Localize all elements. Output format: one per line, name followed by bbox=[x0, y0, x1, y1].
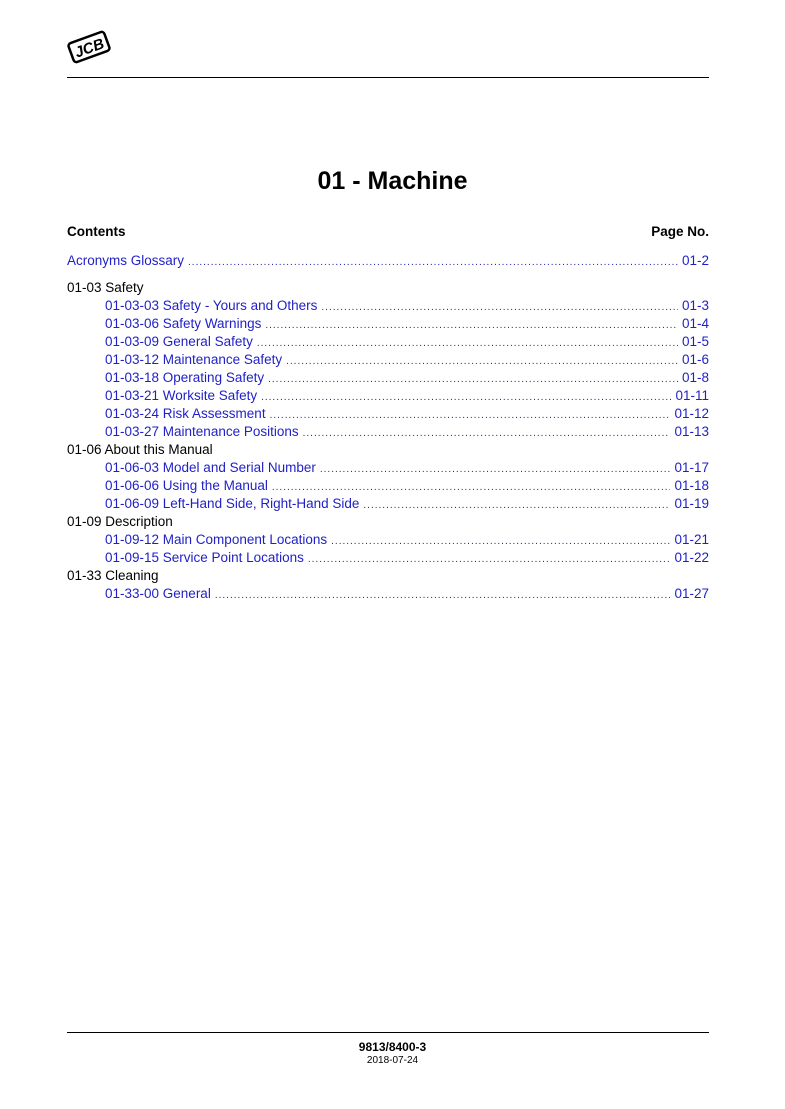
toc-entry-page: 01-3 bbox=[681, 298, 709, 313]
leader-dots bbox=[257, 333, 678, 353]
toc-entry[interactable] bbox=[67, 369, 709, 387]
leader-dots bbox=[331, 531, 670, 551]
toc-entry-page: 01-12 bbox=[674, 406, 709, 421]
toc-entry-label: 01-03-03 Safety - Yours and Others bbox=[105, 298, 318, 313]
section-label: 01-09 Description bbox=[67, 514, 173, 529]
section-label: 01-06 About this Manual bbox=[67, 442, 213, 457]
toc-section-heading bbox=[67, 441, 709, 459]
toc-entry[interactable] bbox=[67, 351, 709, 369]
toc-section-heading bbox=[67, 513, 709, 531]
leader-dots bbox=[320, 459, 671, 479]
toc-entry-page: 01-17 bbox=[674, 460, 709, 475]
toc-entry-label: 01-03-12 Maintenance Safety bbox=[105, 352, 283, 367]
toc-entry-page: 01-27 bbox=[674, 586, 709, 601]
jcb-logo bbox=[67, 28, 111, 66]
leader-dots bbox=[363, 495, 670, 515]
toc-entry-label: 01-03-27 Maintenance Positions bbox=[105, 424, 299, 439]
toc-entry-page: 01-19 bbox=[674, 496, 709, 511]
table-of-contents bbox=[67, 252, 709, 603]
leader-dots bbox=[188, 252, 678, 272]
document-date: 2018-07-24 bbox=[366, 1055, 419, 1066]
toc-entry-label: 01-09-12 Main Component Locations bbox=[105, 532, 328, 547]
toc-entry-label: 01-03-09 General Safety bbox=[105, 334, 253, 349]
toc-section-heading bbox=[67, 567, 709, 585]
leader-dots bbox=[286, 351, 678, 371]
toc-entry-label: 01-06-09 Left-Hand Side, Right-Hand Side bbox=[105, 496, 360, 511]
toc-entry-page: 01-13 bbox=[674, 424, 709, 439]
toc-entry-page: 01-22 bbox=[674, 550, 709, 565]
toc-entry-page: 01-8 bbox=[681, 370, 709, 385]
leader-dots bbox=[308, 549, 671, 569]
leader-dots bbox=[272, 477, 671, 497]
page-no-heading: Page No. bbox=[651, 224, 709, 239]
toc-entry[interactable] bbox=[67, 333, 709, 351]
toc-entry-page: 01-4 bbox=[681, 316, 709, 331]
toc-entry-label: 01-03-24 Risk Assessment bbox=[105, 406, 266, 421]
toc-entry-page: 01-2 bbox=[681, 253, 709, 268]
toc-entry-label: Acronyms Glossary bbox=[67, 253, 185, 268]
toc-entry[interactable] bbox=[67, 315, 709, 333]
toc-entry[interactable] bbox=[67, 405, 709, 423]
header-rule bbox=[67, 77, 709, 78]
leader-dots bbox=[321, 297, 678, 317]
toc-entry[interactable] bbox=[67, 585, 709, 603]
footer-rule bbox=[67, 1032, 709, 1033]
toc-section-heading bbox=[67, 279, 709, 297]
leader-dots bbox=[265, 315, 678, 335]
toc-entry-label: 01-33-00 General bbox=[105, 586, 211, 601]
leader-dots bbox=[261, 387, 671, 407]
toc-entry[interactable] bbox=[67, 459, 709, 477]
section-label: 01-03 Safety bbox=[67, 280, 144, 295]
toc-entry-label: 01-03-18 Operating Safety bbox=[105, 370, 265, 385]
toc-entry[interactable] bbox=[67, 297, 709, 315]
toc-entry-page: 01-5 bbox=[681, 334, 709, 349]
leader-dots bbox=[215, 585, 671, 605]
toc-entry-label: 01-03-06 Safety Warnings bbox=[105, 316, 262, 331]
logo-text: JCB bbox=[72, 35, 107, 62]
toc-entry-page: 01-18 bbox=[674, 478, 709, 493]
toc-entry-page: 01-6 bbox=[681, 352, 709, 367]
toc-entry-label: 01-03-21 Worksite Safety bbox=[105, 388, 258, 403]
section-label: 01-33 Cleaning bbox=[67, 568, 159, 583]
leader-dots bbox=[303, 423, 671, 443]
toc-entry[interactable] bbox=[67, 549, 709, 567]
leader-dots bbox=[270, 405, 671, 425]
toc-entry[interactable] bbox=[67, 477, 709, 495]
toc-entry[interactable] bbox=[67, 423, 709, 441]
leader-dots bbox=[268, 369, 678, 389]
toc-entry-label: 01-09-15 Service Point Locations bbox=[105, 550, 304, 565]
toc-entry[interactable] bbox=[67, 495, 709, 513]
toc-entry[interactable] bbox=[67, 387, 709, 405]
toc-entry-acronyms-glossary[interactable] bbox=[67, 252, 709, 270]
page-title: 01 - Machine bbox=[317, 167, 468, 195]
toc-entry-label: 01-06-06 Using the Manual bbox=[105, 478, 268, 493]
toc-entry-page: 01-21 bbox=[674, 532, 709, 547]
toc-entry[interactable] bbox=[67, 531, 709, 549]
toc-entry-page: 01-11 bbox=[675, 388, 709, 403]
toc-entry-label: 01-06-03 Model and Serial Number bbox=[105, 460, 316, 475]
document-number: 9813/8400-3 bbox=[358, 1040, 427, 1054]
contents-heading: Contents bbox=[67, 224, 126, 239]
